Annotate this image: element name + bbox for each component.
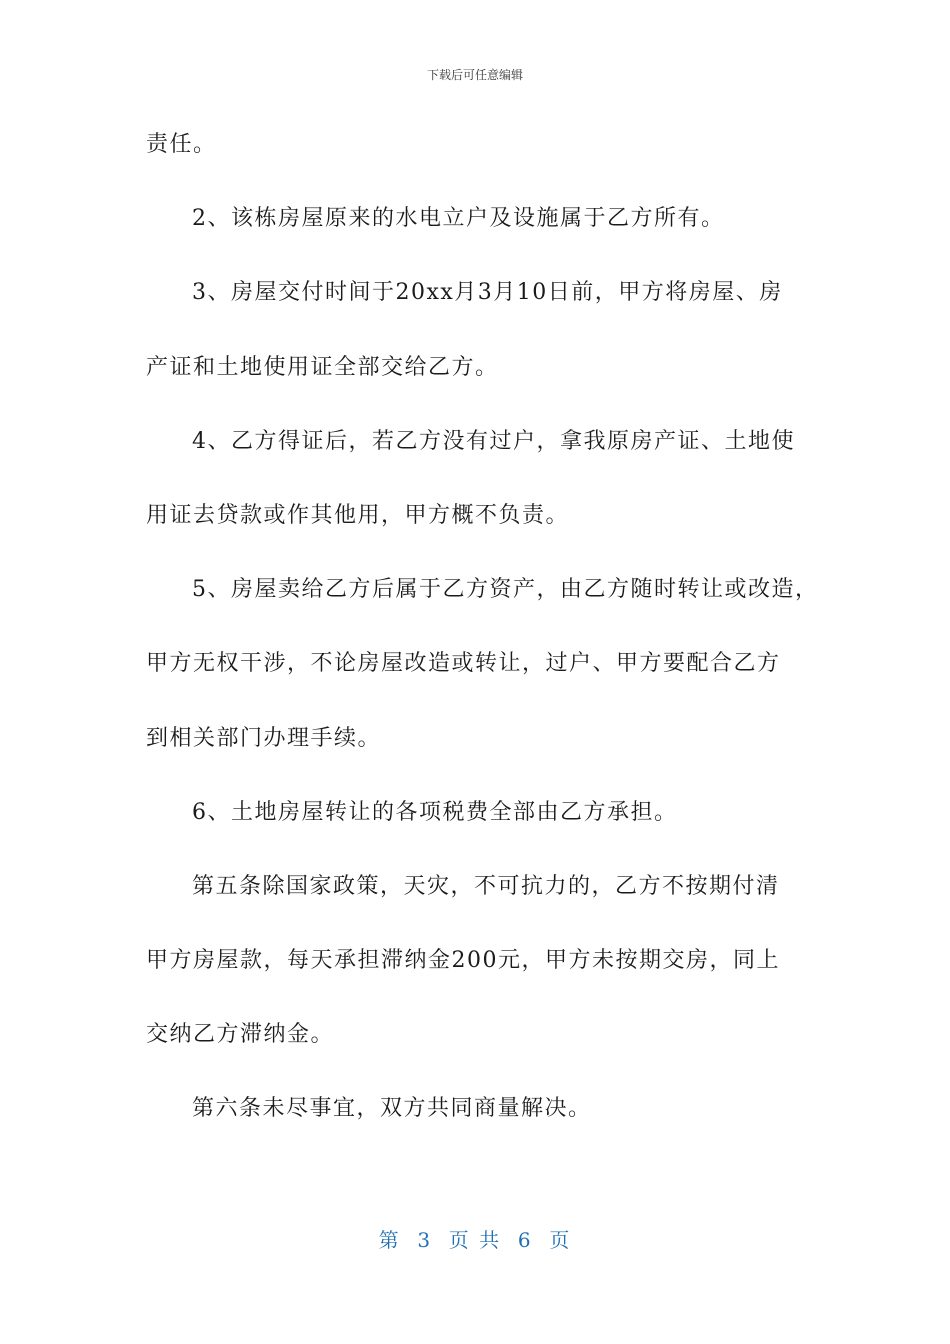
text-line: 6、土地房屋转让的各项税费全部由乙方承担。 [192,799,678,825]
text-line: 责任。 [146,132,217,157]
text-line: 产证和土地使用证全部交给乙方。 [146,354,499,380]
page-header-note: 下载后可任意编辑 [426,68,523,82]
text-line: 用证去贷款或作其他用，甲方概不负责。 [146,502,570,528]
page-number-footer: 第 3 页 共 6 页 [378,1228,572,1252]
text-line: 交纳乙方滞纳金。 [146,1022,335,1048]
document-body [146,120,819,1159]
text-line: 4、乙方得证后，若乙方没有过户，拿我原房产证、土地使 [192,428,795,454]
text-line: 第六条未尽事宜，双方共同商量解决。 [192,1096,592,1122]
text-line: 甲方房屋款，每天承担滞纳金200元，甲方未按期交房，同上 [146,948,780,974]
text-line: 甲方无权干涉，不论房屋改造或转让，过户、甲方要配合乙方 [146,651,781,677]
text-line: 2、该栋房屋原来的水电立户及设施属于乙方所有。 [192,206,725,232]
text-line: 到相关部门办理手续。 [146,725,382,751]
text-line: 第五条除国家政策，天灾，不可抗力的，乙方不按期付清 [192,873,780,899]
text-line: 3、房屋交付时间于20xx月3月10日前，甲方将房屋、房 [192,280,783,306]
text-line: 5、房屋卖给乙方后属于乙方资产，由乙方随时转让或改造， [192,577,819,603]
